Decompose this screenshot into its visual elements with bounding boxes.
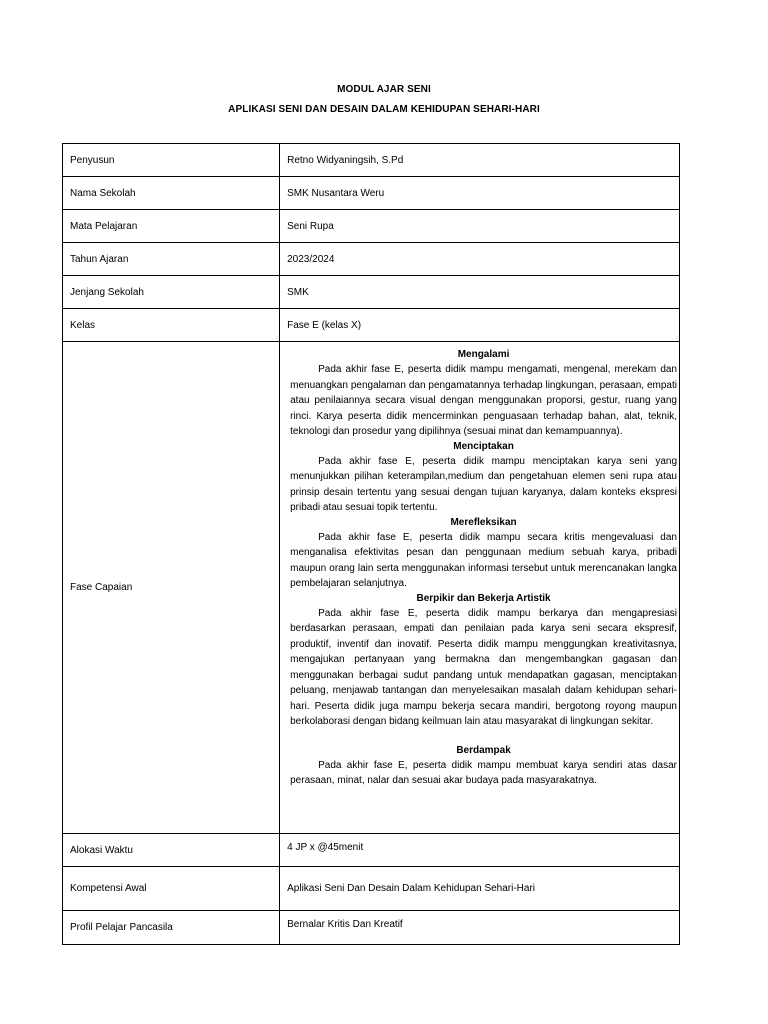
row-label-kelas: Kelas [63,309,280,342]
row-value-tahun-ajaran: 2023/2024 [280,243,680,276]
row-label-alokasi-waktu: Alokasi Waktu [63,834,280,867]
table-row [63,309,680,342]
capaian-text-menciptakan: Pada akhir fase E, peserta didik mampu menciptakan karya seni yang menunjukkan pilihan keterampilan,medium dan pengetahuan elemen seni rupa atau prinsip desain tertentu yang sesuai dengan tujuan karyanya, dalam konteks ekspresi pribadi atau sesuai topik tertentu. [290,455,677,513]
table-row [63,243,680,276]
row-label-fase-capaian: Fase Capaian [63,342,280,834]
table-row [63,144,680,177]
row-value-kelas: Fase E (kelas X) [280,309,680,342]
row-label-nama-sekolah: Nama Sekolah [63,177,280,210]
row-label-jenjang-sekolah: Jenjang Sekolah [63,276,280,309]
table-row [63,276,680,309]
row-value-mata-pelajaran: Seni Rupa [280,210,680,243]
capaian-text-berdampak: Pada akhir fase E, peserta didik mampu membuat karya sendiri atas dasar perasaan, minat, nalar dan sesuai akar budaya pada masyarakatnya. [290,759,677,786]
row-label-profil-pelajar-pancasila: Profil Pelajar Pancasila [63,911,280,945]
table-row [63,210,680,243]
row-label-mata-pelajaran: Mata Pelajaran [63,210,280,243]
row-label-tahun-ajaran: Tahun Ajaran [63,243,280,276]
capaian-heading-merefleksikan: Merefleksikan [450,516,517,528]
document-title: MODUL AJAR SENI [337,84,431,95]
capaian-text-mengalami: Pada akhir fase E, peserta didik mampu mengamati, mengenal, merekam dan menuangkan pengalaman dan pengamatannya terhadap lingkungan, perasaan, empati atau penilaiannya secara visual dengan menggunakan proporsi, gestur, ruang yang rinci. Karya peserta didik mencerminkan penguasaan terhadap bahan, alat, teknik, teknologi dan prosedur yang dipilihnya (sesuai minat dan kemampuannya). [290,364,677,437]
document-subtitle: APLIKASI SENI DAN DESAIN DALAM KEHIDUPAN SEHARI-HARI [228,104,540,115]
row-label-kompetensi-awal: Kompetensi Awal [63,867,280,911]
capaian-text-berpikir-bekerja-artistik: Pada akhir fase E, peserta didik mampu berkarya dan mengapresiasi berdasarkan perasaan, empati dan penilaian pada karya seni secara ekspresif, produktif, inventif dan inovatif. Peserta didik mampu menggungkan kreativitasnya, mengajukan pertanyaan yang bermakna dan mengembangkan gagasan dan menggunakan berbagai sudut pandang untuk mendapatkan gagasan, menciptakan peluang, menjawab tantangan dan menyelesaikan masalah dalam kehidupan sehari-hari. Peserta didik juga mampu bekerja secara mandiri, bergotong royong maupun berkolaborasi dengan bidang keilmuan lain atau masyarakat di lingkungan sekitar. [290,607,677,727]
fase-capaian-content [280,342,680,834]
module-info-table [62,143,680,945]
row-value-kompetensi-awal: Aplikasi Seni Dan Desain Dalam Kehidupan Sehari-Hari [280,867,680,911]
row-value-nama-sekolah: SMK Nusantara Weru [280,177,680,210]
capaian-heading-berpikir-bekerja-artistik: Berpikir dan Bekerja Artistik [416,592,551,604]
row-value-jenjang-sekolah: SMK [280,276,680,309]
row-label-penyusun: Penyusun [63,144,280,177]
table-row [63,911,680,945]
row-value-penyusun: Retno Widyaningsih, S.Pd [280,144,680,177]
row-value-alokasi-waktu: 4 JP x @45menit [280,834,680,867]
table-row [63,867,680,911]
section-spacer [290,730,677,744]
table-row [63,342,680,834]
capaian-heading-menciptakan: Menciptakan [453,440,514,452]
capaian-heading-berdampak: Berdampak [456,744,511,756]
table-row [63,177,680,210]
row-value-profil-pelajar-pancasila: Bernalar Kritis Dan Kreatif [280,911,680,945]
capaian-heading-mengalami: Mengalami [457,349,510,360]
capaian-text-merefleksikan: Pada akhir fase E, peserta didik mampu secara kritis mengevaluasi dan menganalisa efektivitas pesan dan penggunaan medium sebuah karya, pribadi maupun orang lain serta menggunakan informasi tersebut untuk merencanakan langka pembelajaran selanjutnya. [290,531,677,589]
table-row [63,834,680,867]
